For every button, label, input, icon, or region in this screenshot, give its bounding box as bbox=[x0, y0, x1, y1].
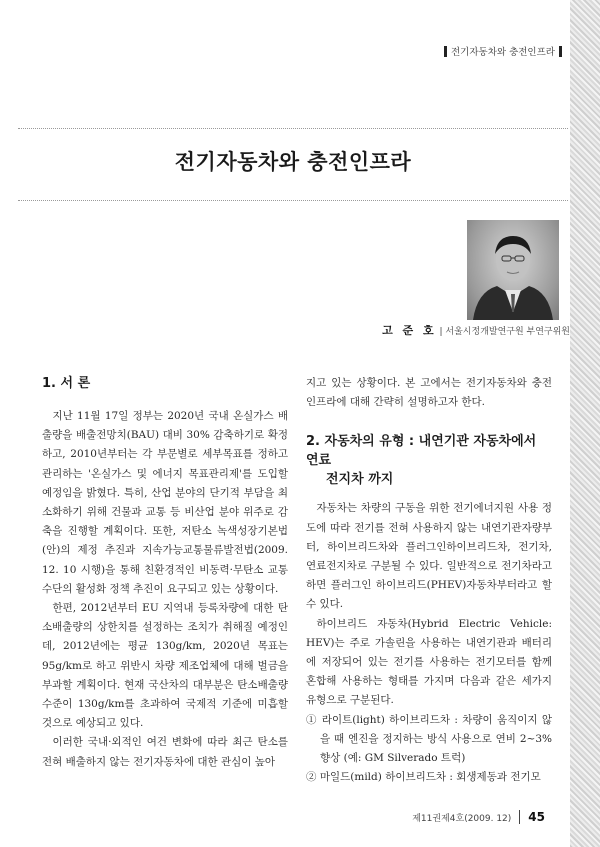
title-divider-top bbox=[18, 128, 568, 129]
header-bar-left bbox=[444, 46, 447, 57]
list-item-1 bbox=[306, 711, 552, 769]
section-1-paragraph-1: 지난 11월 17일 정부는 2020년 국내 온실가스 배출량을 배출전망치(BAU) 대비 30% 감축하기로 확정하고, 2010년부터는 각 부문별로 세부목표를 정하고 관리하는 '온실가스 및 에너지 목표관리제'를 도입할 예정임을 밝혔다. 특히, 산업 분야의 단기적 부담을 최소화하기 위해 건물과 교통 등 비산업 분야 위주로 감축을 진행할 계획이다. 또한, 저탄소 녹색성장기본법(안)의 제정 추진과 지속가능교통물류발전법(2009. 12. 10 시행)을 통해 친환경적인 비동력·무탄소 교통수단의 활성화 정책 추진이 요구되고 있는 상황이다. bbox=[42, 410, 288, 595]
title-divider-bottom bbox=[18, 200, 568, 201]
author-photo bbox=[467, 220, 559, 320]
page-footer bbox=[410, 808, 545, 826]
section-1-heading: 1. 서 론 bbox=[42, 376, 91, 391]
section-2-heading-line-1: 2. 자동차의 유형 : 내연기관 자동차에서 연료 bbox=[306, 434, 537, 469]
header-label: 전기자동차와 충전인프라 bbox=[451, 47, 555, 58]
section-2-paragraph-2: 하이브리드 자동차(Hybrid Electric Vehicle: HEV)는 주로 가솔린을 사용하는 내연기관과 배터리에 저장되어 있는 전기를 사용하는 전기모터를 함께 혼합해 사용하는 형태를 가지며 다음과 같은 세가지 유형으로 구분된다. bbox=[306, 617, 552, 707]
section-1-paragraph-3: 이러한 국내·외적인 여건 변화에 따라 최근 탄소를 전혀 배출하지 않는 전기자동차에 대한 관심이 높아 bbox=[42, 736, 288, 768]
list-item-1-number: ① bbox=[306, 713, 318, 726]
author-separator: | bbox=[439, 327, 443, 337]
list-item-2-number: ② bbox=[306, 771, 317, 784]
list-item-2 bbox=[306, 768, 552, 787]
section-1-paragraph-2: 한편, 2012년부터 EU 지역내 등록차량에 대한 탄소배출량의 상한치를 설정하는 조치가 취해질 예정인데, 2012년에는 평균 130g/km, 2020년 목표는 95g/km로 하고 위반시 차량 제조업체에 대해 벌금을 부과할 계획이다. 현재 국산차의 대부분은 탄소배출량 수준이 130g/km를 초과하여 국제적 기준에 미흡할 것으로 예상되고 있다. bbox=[42, 602, 288, 730]
right-column bbox=[306, 374, 552, 787]
section-2-paragraph-1: 자동차는 차량의 구동을 위한 전기에너지원 사용 정도에 따라 전기를 전혀 사용하지 않는 내연기관자량부터, 하이브리드차와 플러그인하이브리드차, 전기차, 연료전지차로 구분될 수 있다. 일반적으로 전기차라고 하면 플러그인 하이브리드(PHEV)자동차부터라고 할 수 있다. bbox=[306, 502, 552, 611]
list-item-1-text: 라이트(light) 하이브리드차 : 차량이 움직이지 않을 때 엔진을 정지하는 방식 사용으로 연비 2~3% 향상 (예: GM Silverado 트럭) bbox=[320, 713, 552, 765]
running-header bbox=[444, 43, 570, 59]
list-item-2-text: 마일드(mild) 하이브리드차 : 회생제동과 전기모 bbox=[319, 771, 541, 784]
page-edge-texture bbox=[570, 0, 600, 847]
footer-issue: 제11권제4호(2009. 12) bbox=[412, 813, 512, 824]
left-column bbox=[42, 374, 288, 772]
author-name: 고 준 호 bbox=[382, 324, 437, 337]
author-affiliation: 서울시정개발연구원 부연구위원 bbox=[445, 327, 570, 337]
author-line bbox=[350, 322, 570, 338]
article-title: 전기자동차와 충전인프라 bbox=[174, 150, 412, 174]
section-2-heading-line-2: 전지차 까지 bbox=[326, 472, 394, 488]
section-1-paragraph-3-continued: 지고 있는 상황이다. 본 고에서는 전기자동차와 충전인프라에 대해 간략히 설명하고자 한다. bbox=[306, 377, 552, 409]
portrait-figure bbox=[467, 220, 559, 320]
section-2-heading bbox=[306, 432, 552, 489]
page-number: 45 bbox=[528, 810, 545, 824]
footer-separator bbox=[519, 810, 520, 824]
header-bar-right bbox=[559, 46, 562, 57]
